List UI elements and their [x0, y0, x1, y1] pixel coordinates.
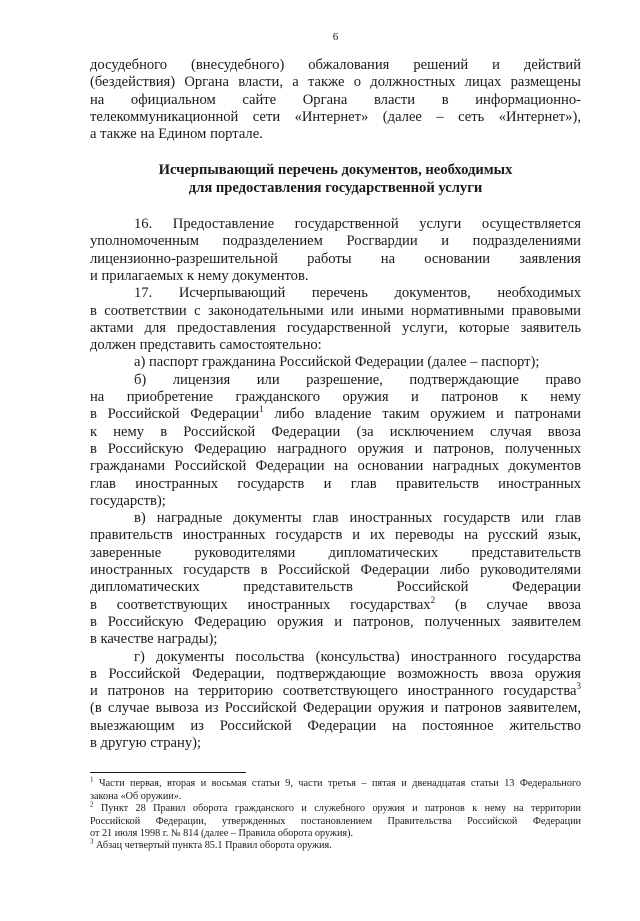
- text-line: в) наградные документы глав иностранных государств или глав: [134, 510, 581, 527]
- text-line: в Российскую Федерацию наградного оружия и патронов, полученных: [90, 440, 581, 457]
- footnote-line: закона «Об оружии».: [90, 790, 182, 802]
- footnote-mark: 2: [90, 800, 94, 809]
- text-line: уполномоченным подразделением Росгвардии и подразделениями: [90, 233, 581, 250]
- text-line: на официальном сайте Органа власти в информационно-: [90, 91, 581, 108]
- text-line: в качестве награды);: [90, 631, 218, 648]
- text-line: а также на Едином портале.: [90, 126, 263, 143]
- text-line: (бездействия) Органа власти, а также о должностных лицах размещены: [90, 74, 581, 91]
- text-line: гражданами Российской Федерации на основании наградных документов: [90, 458, 581, 475]
- footnote-3: [90, 837, 581, 852]
- footnote-line: Российской Федерации, утвержденных постановлением Правительства Российской Федерации: [90, 815, 581, 827]
- text-line: должен представить самостоятельно:: [90, 337, 322, 354]
- page-number: 6: [332, 31, 339, 43]
- footnote-line: [90, 837, 581, 852]
- text-line: [90, 594, 581, 614]
- heading-line: для предоставления государственной услуги: [188, 179, 483, 196]
- text-fragment: Части первая, вторая и восьмая статьи 9, части третья – пятая и двенадцатая статьи 13 Федерального: [93, 778, 581, 790]
- heading-line: Исчерпывающий перечень документов, необходимых: [158, 162, 513, 179]
- text-line: иностранных государств в Российской Федерации либо руководителями: [90, 562, 581, 579]
- footnote-1: [90, 775, 581, 803]
- text-line: (в случае вывоза из Российской Федерации оружия и патронов заявителем,: [90, 700, 581, 717]
- footnote-line: [90, 800, 581, 815]
- text-fragment: в соответствующих иностранных государствах: [90, 596, 431, 613]
- section-heading: [90, 162, 581, 197]
- item-g-paragraph: [90, 649, 581, 753]
- footnote-2: [90, 800, 581, 840]
- text-line: 17. Исчерпывающий перечень документов, необходимых: [134, 285, 581, 302]
- text-line: актами для предоставления государственной услуги, которые заявитель: [90, 319, 581, 336]
- text-line: на приобретение гражданского оружия и патронов к нему: [90, 389, 581, 406]
- text-line: г) документы посольства (консульства) иностранного государства: [134, 648, 581, 665]
- item-16-paragraph: [90, 216, 581, 285]
- footnote-ref: 3: [576, 681, 581, 692]
- text-line: дипломатических представительств Российской Федерации: [90, 579, 581, 596]
- footnote-separator: [90, 772, 246, 773]
- text-line: правительств иностранных государств и их переводы на русский язык,: [90, 527, 581, 544]
- text-line: досудебного (внесудебного) обжалования решений и действий: [90, 57, 581, 73]
- footnote-mark: 3: [90, 837, 94, 846]
- text-line: телекоммуникационной сети «Интернет» (далее – сеть «Интернет»),: [90, 108, 581, 125]
- footnote-mark: 1: [90, 775, 94, 784]
- text-fragment: либо владение таким оружием и патронами: [263, 406, 581, 423]
- text-line: в другую страну);: [90, 734, 202, 751]
- text-fragment: (в случае ввоза: [435, 596, 581, 613]
- item-v-paragraph: [90, 510, 581, 648]
- text-line: государств);: [90, 492, 166, 509]
- text-fragment: Абзац четвертый пункта 85.1 Правил оборота оружия.: [93, 840, 332, 852]
- text-line: в Российской Федерации, подтверждающие возможность ввоза оружия: [90, 665, 581, 682]
- text-line: и прилагаемых к нему документов.: [90, 267, 309, 284]
- text-fragment: в Российской Федерации: [90, 406, 260, 423]
- item-b-paragraph: [90, 372, 581, 510]
- text-line: глав иностранных государств и глав правительств иностранных: [90, 475, 581, 492]
- footnote-line: от 21 июля 1998 г. № 814 (далее – Правила оборота оружия).: [90, 827, 354, 839]
- text-line: б) лицензия или разрешение, подтверждающие право: [134, 371, 581, 388]
- text-line: в Российскую Федерацию оружия и патронов, полученных заявителем: [90, 613, 581, 630]
- footnote-line: [90, 775, 581, 790]
- footnote-ref: 2: [430, 594, 436, 605]
- text-line: [90, 406, 581, 423]
- text-line: лицензионно-разрешительной работы на основании заявления: [90, 250, 581, 267]
- item-17-paragraph: [90, 285, 581, 354]
- item-a-paragraph: а) паспорт гражданина Российской Федерации (далее – паспорт);: [134, 354, 540, 371]
- text-line: заверенные руководителями дипломатических представительств: [90, 544, 581, 561]
- intro-paragraph: [90, 57, 581, 143]
- text-line: к нему в Российской Федерации (за исключением случая ввоза: [90, 423, 581, 440]
- text-fragment: Пункт 28 Правил оборота гражданского и служебного оружия и патронов к нему на территории: [93, 803, 581, 815]
- footnote-ref: 1: [259, 404, 264, 415]
- text-line: [90, 683, 581, 700]
- text-line: в соответствии с законодательными или иными нормативными правовыми: [90, 302, 581, 319]
- text-line: выезжающим из Российской Федерации на постоянное жительство: [90, 717, 581, 734]
- text-line: 16. Предоставление государственной услуги осуществляется: [134, 216, 581, 233]
- text-fragment: и патронов на территорию соответствующего иностранного государства: [90, 683, 577, 700]
